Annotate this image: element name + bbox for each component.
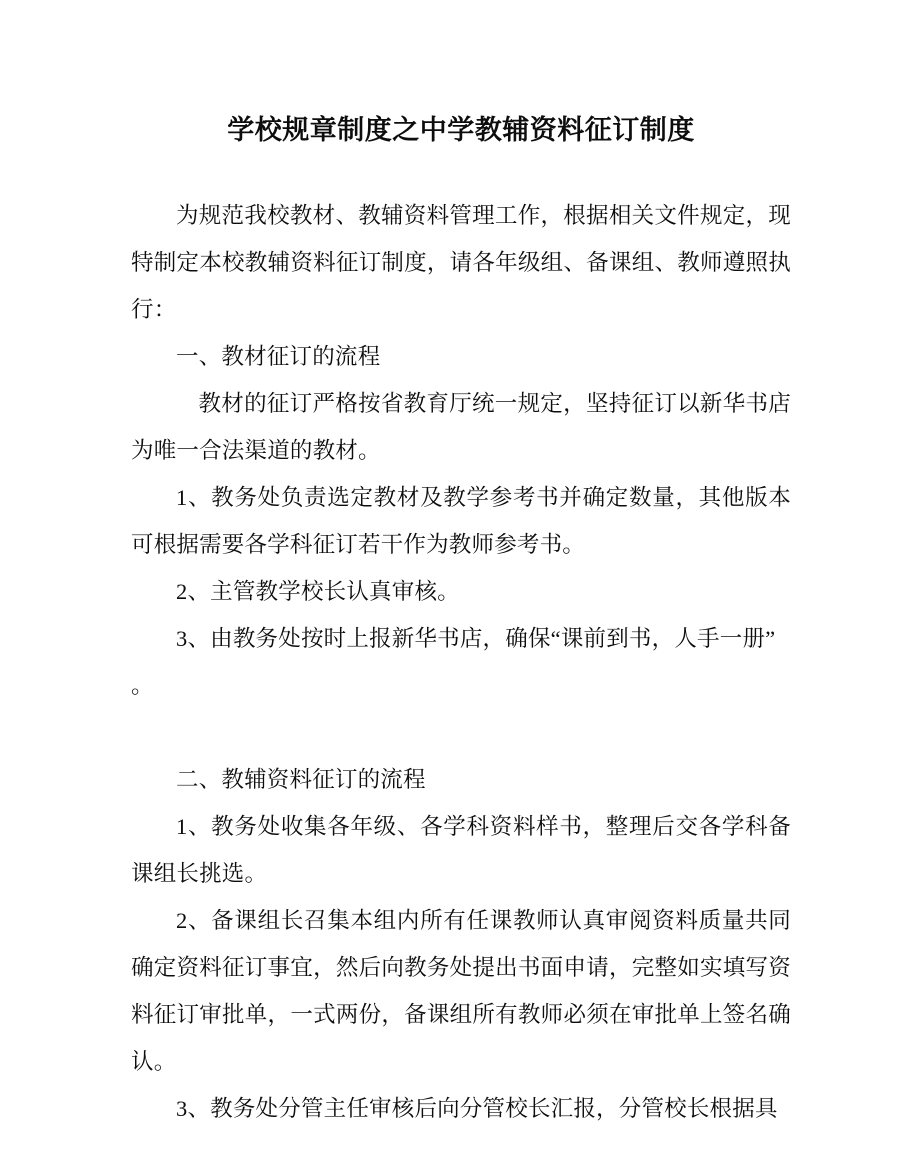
document-body [131, 192, 791, 1132]
section-2-item-2: 2、备课组长召集本组内所有任课教师认真审阅资料质量共同确定资料征订事宜，然后向教务处提出书面申请，完整如实填写资料征订审批单，一式两份，备课组所有教师必须在审批单上签名确认。 [131, 908, 791, 1075]
section-1-item-2: 2、主管教学校长认真审核。 [176, 579, 460, 605]
section-2-item-1: 1、教务处收集各年级、各学科资料样书，整理后交各学科备课组长挑选。 [131, 814, 791, 887]
section-1-item-3: 3、由教务处按时上报新华书店，确保“课前到书，人手一册” [176, 626, 776, 652]
section-spacer [131, 709, 791, 756]
section-1-lead-paragraph: 教材的征订严格按省教育厅统一规定，坚持征订以新华书店为唯一合法渠道的教材。 [131, 391, 791, 464]
page-title: 学校规章制度之中学教辅资料征订制度 [227, 115, 695, 145]
preamble-paragraph: 为规范我校教材、教辅资料管理工作，根据相关文件规定，现特制定本校教辅资料征订制度，请各年级组、备课组、教师遵照执行： [131, 203, 791, 323]
section-heading-2: 二、教辅资料征订的流程 [176, 767, 426, 793]
section-1-item-1: 1、教务处负责选定教材及教学参考书并确定数量，其他版本可根据需要各学科征订若干作为教师参考书。 [131, 485, 791, 558]
section-2-item-3: 3、教务处分管主任审核后向分管校长汇报，分管校长根据具 [176, 1096, 778, 1122]
document-content [131, 0, 791, 1132]
section-1-item-3-trailing-period: 。 [131, 673, 154, 699]
section-heading-1: 一、教材征订的流程 [176, 344, 381, 370]
